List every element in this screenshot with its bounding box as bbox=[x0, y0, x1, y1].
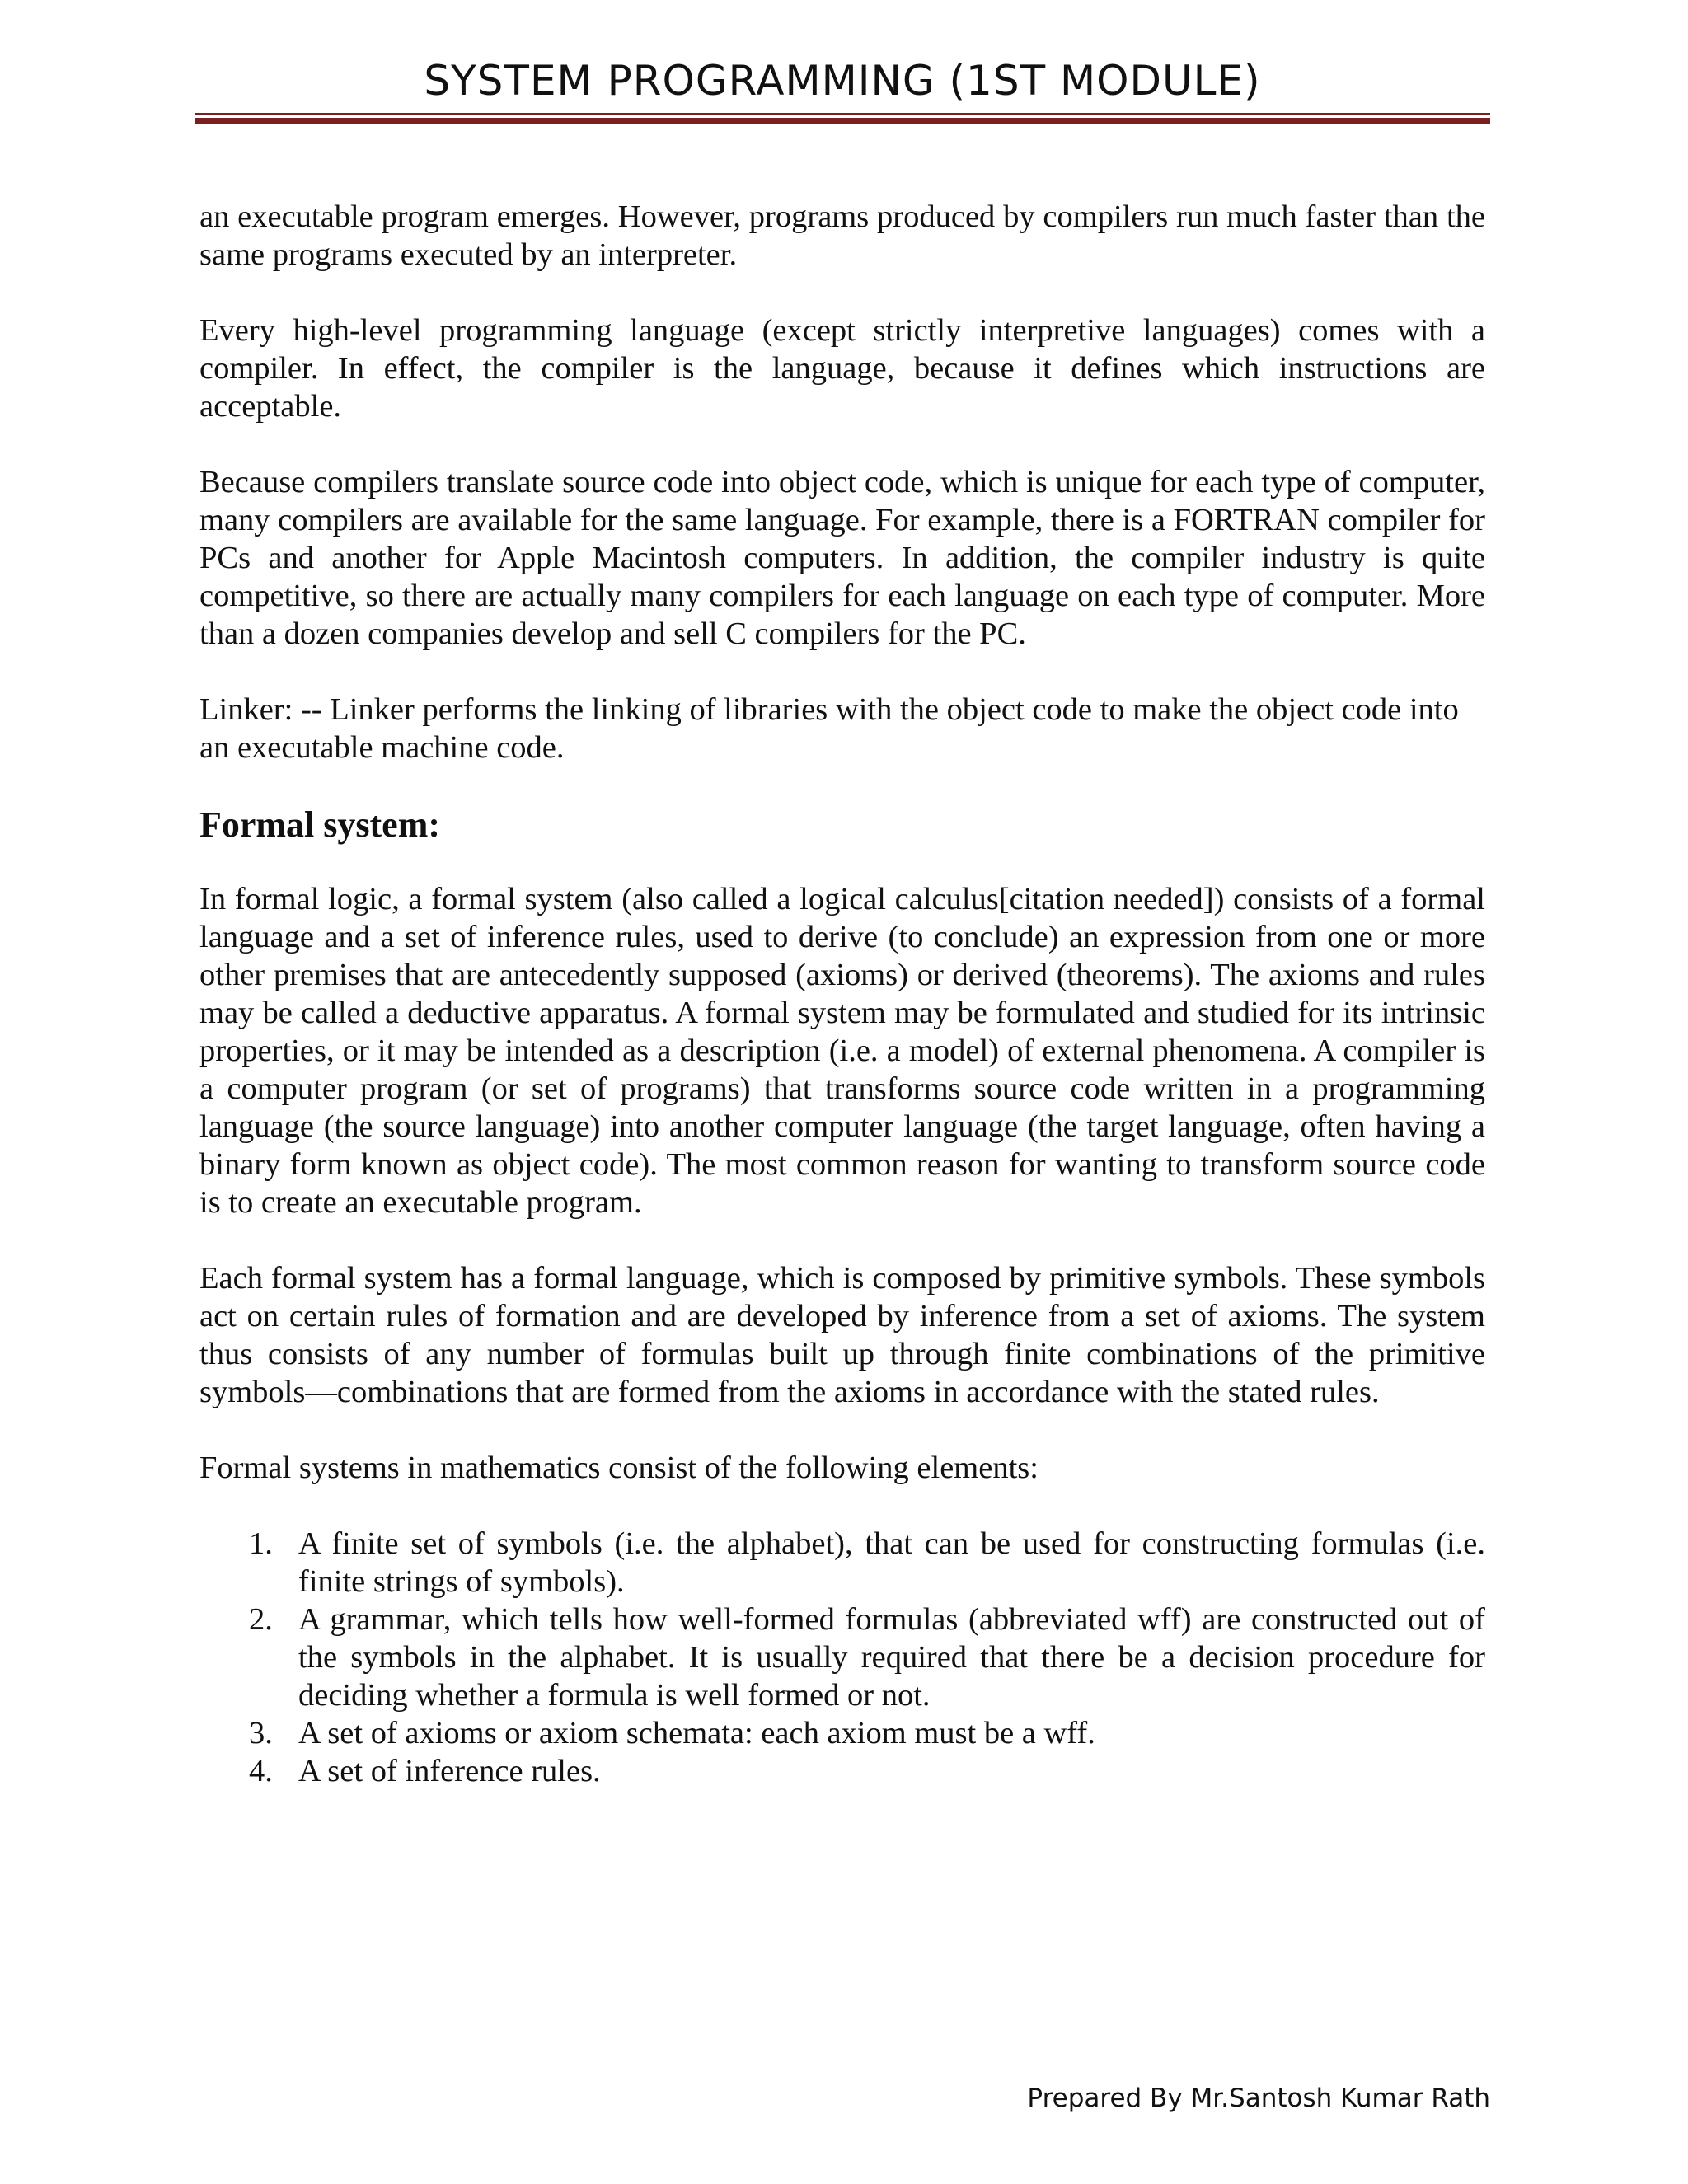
list-item bbox=[249, 1601, 1485, 1714]
list-item-text: A grammar, which tells how well-formed formulas (abbreviated wff) are constructed out of the symbols in the alphabet. It is usually required that there be a decision procedure for deciding whether a formula is well formed or not. bbox=[298, 1602, 1485, 1713]
elements-list bbox=[199, 1525, 1485, 1790]
page-content bbox=[199, 198, 1485, 1790]
header-title: SYSTEM PROGRAMMING (1ST MODULE) bbox=[424, 57, 1261, 105]
paragraph-elements-intro: Formal systems in mathematics consist of the following elements: bbox=[199, 1451, 1039, 1485]
paragraph-compiler-speed: an executable program emerges. However, programs produced by compilers run much faster than the same programs executed by an interpreter. bbox=[199, 199, 1485, 272]
paragraph-compiler-language: Every high-level programming language (except strictly interpretive languages) comes with a compiler. In effect, the compiler is the language, because it defines which instructions are acceptable. bbox=[199, 313, 1485, 424]
list-item bbox=[249, 1525, 1485, 1601]
paragraph-linker: Linker: -- Linker performs the linking of libraries with the object code to make the object code into an executable machine code. bbox=[199, 692, 1459, 765]
page-header bbox=[195, 58, 1490, 105]
paragraph-formal-language: Each formal system has a formal language, which is composed by primitive symbols. These symbols act on certain rules of formation and are developed by inference from a set of axioms. The system thus consists of any number of formulas built up through finite combinations of the primitive symbols—combinations that are formed from the axioms in accordance with the stated rules. bbox=[199, 1261, 1485, 1409]
section-heading-formal-system: Formal system: bbox=[199, 804, 441, 845]
list-item-number: 4. bbox=[249, 1754, 273, 1788]
list-item-number: 1. bbox=[249, 1526, 273, 1561]
list-item bbox=[249, 1752, 1485, 1790]
paragraph-compiler-variety: Because compilers translate source code into object code, which is unique for each type of computer, many compilers are available for the same language. For example, there is a FORTRAN compiler for PCs and another for Apple Macintosh computers. In addition, the compiler industry is quite competitive, so there are actually many compilers for each language on each type of computer. More than a dozen companies develop and sell C compilers for the PC. bbox=[199, 465, 1485, 651]
page-footer: Prepared By Mr.Santosh Kumar Rath bbox=[1027, 2083, 1490, 2113]
list-item-number: 2. bbox=[249, 1602, 273, 1637]
list-item bbox=[249, 1714, 1485, 1752]
list-item-text: A finite set of symbols (i.e. the alphabet), that can be used for constructing formulas (i.e. finite strings of symbols). bbox=[298, 1526, 1485, 1599]
paragraph-formal-logic: In formal logic, a formal system (also called a logical calculus[citation needed]) consists of a formal language and a set of inference rules, used to derive (to conclude) an expression from one or more other premises that are antecedently supposed (axioms) or derived (theorems). The axioms and rules may be called a deductive apparatus. A formal system may be formulated and studied for its intrinsic properties, or it may be intended as a description (i.e. a model) of external phenomena. A compiler is a computer program (or set of programs) that transforms source code written in a programming language (the source language) into another computer language (the target language, often having a binary form known as object code). The most common reason for wanting to transform source code is to create an executable program. bbox=[199, 882, 1485, 1220]
header-rule-thin bbox=[195, 113, 1490, 115]
list-item-text: A set of inference rules. bbox=[298, 1754, 601, 1788]
list-item-text: A set of axioms or axiom schemata: each axiom must be a wff. bbox=[298, 1716, 1095, 1750]
header-rule-thick bbox=[195, 118, 1490, 124]
list-item-number: 3. bbox=[249, 1716, 273, 1750]
